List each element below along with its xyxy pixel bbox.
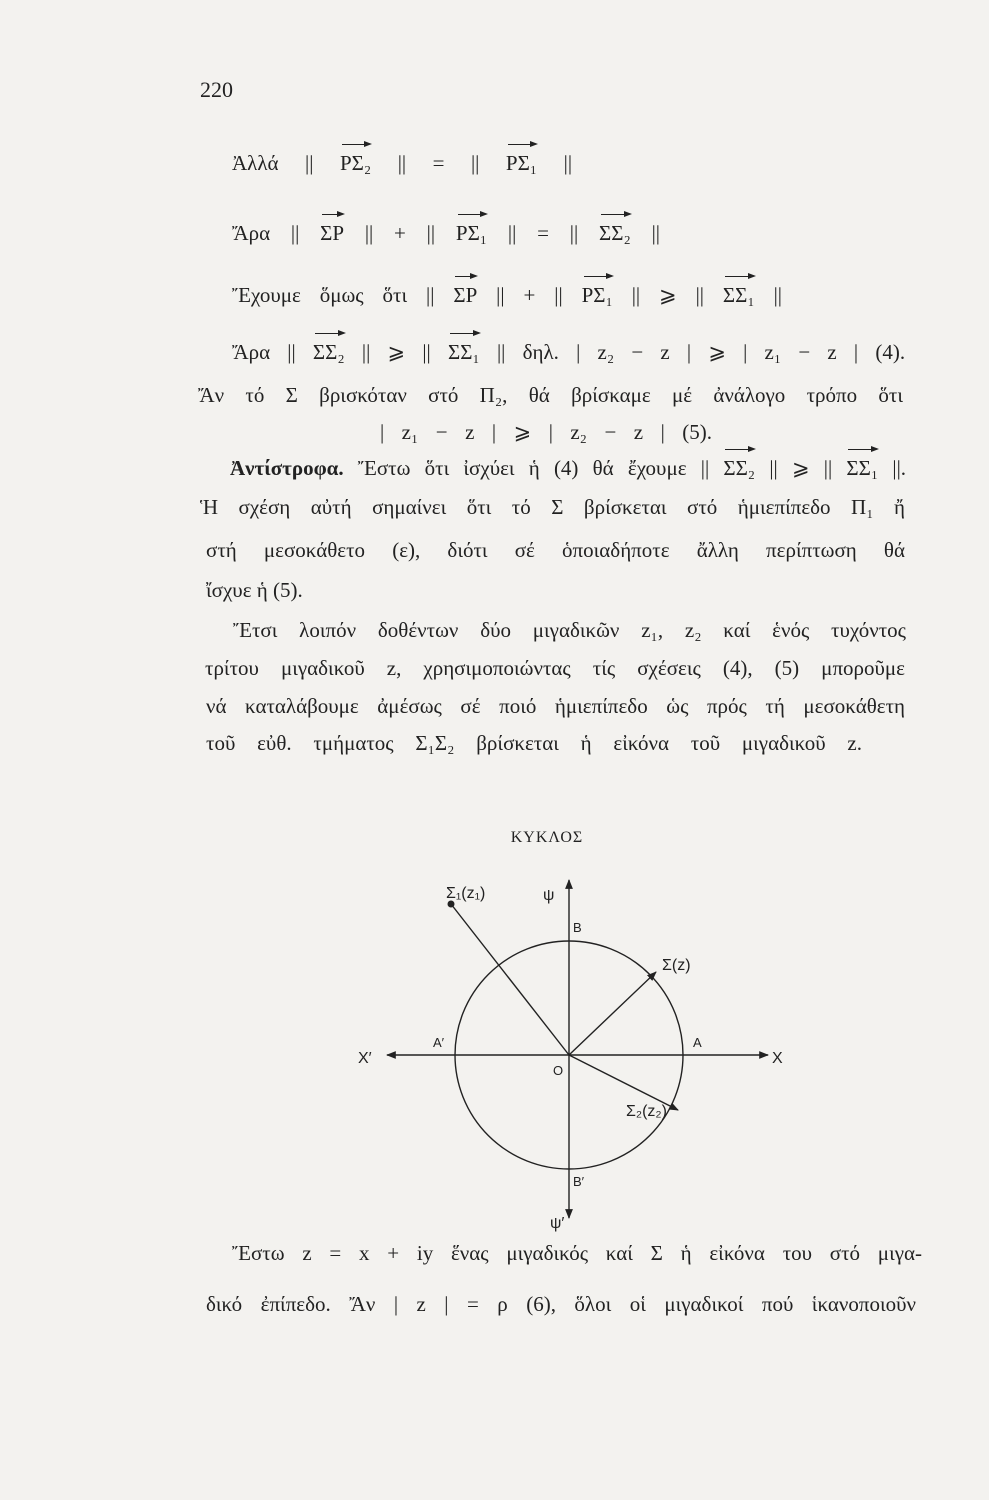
text-segment: || (397, 151, 407, 175)
text-segment: || (563, 151, 573, 175)
text-line (200, 493, 905, 521)
text-line (233, 616, 906, 644)
text-segment: || (554, 283, 563, 307)
vector-segment: ΡΣ₁ (455, 221, 488, 245)
text-segment: || (823, 456, 833, 480)
page-number: 220 (200, 77, 233, 102)
label-psi: ψ (543, 887, 555, 904)
text-segment: Ἔστω z = x + iy ἕνας μιγαδικός καί Σ ἡ εἰκόνα του στό μιγα- (232, 1241, 922, 1265)
text-line (206, 1290, 916, 1318)
text-line (232, 149, 572, 177)
text-segment: δικό ἐπίπεδο. Ἄν | z | = ρ (6), ὅλοι οἱ μιγαδικοί πού ἱκανοποιοῦν (206, 1292, 916, 1316)
vector-segment: ΣΣ₂ (312, 340, 345, 364)
text-line (206, 692, 905, 720)
text-line (198, 381, 903, 409)
text-segment: || (426, 221, 436, 245)
text-line (380, 418, 712, 446)
text-segment: = (432, 151, 445, 175)
label-x: X (772, 1050, 783, 1067)
text-line (206, 536, 905, 564)
text-segment: | z₂ − z | (548, 420, 665, 444)
text-segment: (5). (682, 420, 713, 444)
text-line (206, 729, 862, 757)
text-segment: = (537, 221, 549, 245)
text-segment: | z₁ − z | (380, 420, 497, 444)
text-line (206, 576, 506, 604)
label-sigma2: Σ₂(z₂) (626, 1103, 667, 1120)
text-segment: δηλ. (522, 340, 559, 364)
vector-segment: ΣΣ₂ (599, 221, 631, 245)
circle-diagram (340, 860, 800, 1240)
bold-heading-word: Ἀντίστροφα. (230, 456, 344, 480)
text-segment: Ἄρα (232, 221, 271, 245)
text-segment: Ἔστω ὅτι ἰσχύει ἡ (4) θά ἔχουμε (357, 456, 687, 480)
text-segment: || (426, 283, 435, 307)
text-segment: τοῦ εὐθ. τμήματος Σ₁Σ₂ βρίσκεται ἡ εἰκόνα τοῦ μιγαδικοῦ z. (206, 731, 862, 755)
label-a-prime: A′ (433, 1035, 445, 1050)
figure-title: ΚΥΚΛΟΣ (510, 829, 584, 846)
text-segment: || (507, 221, 517, 245)
text-segment: || (695, 283, 704, 307)
vector-o-sigma2 (569, 1055, 678, 1110)
label-sigma: Σ(z) (662, 957, 691, 974)
vector-segment: ΣΡ (320, 221, 345, 245)
text-segment: | z₂ − z | (576, 340, 692, 364)
text-segment: Ἔτσι λοιπόν δοθέντων δύο μιγαδικῶν z₁, z₂ καί ἑνός τυχόντος (233, 618, 906, 642)
label-origin: O (553, 1063, 564, 1078)
text-segment: || (364, 221, 374, 245)
vector-segment: ΣΣ₁ (722, 283, 755, 307)
text-segment: || (769, 456, 778, 480)
text-segment: || (287, 340, 296, 364)
text-segment: ||. (892, 456, 907, 480)
segment-o-sigma1 (451, 904, 569, 1055)
label-b: B (573, 920, 582, 935)
vector-segment: ΡΣ₁ (505, 151, 538, 175)
text-segment: τρίτου μιγαδικοῦ z, χρησιμοποιώντας τίς σχέσεις (4), (5) μποροῦμε (205, 656, 905, 680)
text-segment: ⩾ (513, 420, 532, 444)
label-sigma1: Σ₁(z₁) (446, 885, 486, 902)
text-line (230, 454, 906, 482)
vector-segment: ΣΣ₂ (723, 456, 756, 480)
text-segment: Ἡ σχέση αὐτή σημαίνει ὅτι τό Σ βρίσκεται στό ἡμιεπίπεδο Π₁ ἤ (200, 495, 905, 519)
text-segment: + (523, 283, 536, 307)
text-segment: Ἄν τό Σ βρισκόταν στό Π₂, θά βρίσκαμε μέ ἀνάλογο τρόπο ὅτι (198, 383, 903, 407)
label-psi-prime: ψ′ (550, 1215, 565, 1232)
text-segment: || (496, 283, 505, 307)
text-segment: Ἔχουμε ὅμως ὅτι (232, 283, 408, 307)
vector-o-sigma (569, 972, 656, 1055)
vector-segment: ΣΣ₁ (447, 340, 480, 364)
text-line (232, 338, 905, 366)
text-line (232, 219, 660, 247)
label-x-prime: X′ (358, 1050, 372, 1067)
text-segment: (4). (875, 340, 906, 364)
text-segment: στή μεσοκάθετο (ε), διότι σέ ὁποιαδήποτε ἄλλη περίπτωση θά (206, 538, 905, 562)
label-a: A (693, 1035, 702, 1050)
text-segment: || (305, 151, 314, 175)
text-segment: Ἀλλά (232, 151, 279, 175)
text-line (205, 654, 905, 682)
text-segment: || (422, 340, 431, 364)
text-segment: || (773, 283, 782, 307)
text-segment: || (631, 283, 641, 307)
text-segment: ⩾ (708, 340, 726, 364)
text-segment: || (651, 221, 660, 245)
text-line (232, 1239, 922, 1267)
text-segment: || (569, 221, 579, 245)
text-segment: ⩾ (387, 340, 406, 364)
text-segment: + (394, 221, 406, 245)
text-segment: | z₁ − z | (743, 340, 859, 364)
vector-segment: ΡΣ₁ (581, 283, 613, 307)
label-b-prime: B′ (573, 1174, 585, 1189)
text-segment: νά καταλάβουμε ἀμέσως σέ ποιό ἡμιεπίπεδο ὡς πρός τή μεσοκάθετη (206, 694, 905, 718)
text-segment: || (470, 151, 480, 175)
text-segment: ἴσχυε ἡ (5). (206, 578, 303, 602)
text-line (232, 281, 782, 309)
text-segment: Ἄρα (232, 340, 271, 364)
vector-segment: ΣΡ (453, 283, 478, 307)
vector-segment: ΡΣ₂ (339, 151, 372, 175)
text-segment: || (361, 340, 371, 364)
text-segment: || (496, 340, 506, 364)
text-segment: || (700, 456, 710, 480)
vector-segment: ΣΣ₁ (846, 456, 879, 480)
text-segment: || (290, 221, 300, 245)
text-segment: ⩾ (791, 456, 810, 480)
text-segment: ⩾ (659, 283, 677, 307)
